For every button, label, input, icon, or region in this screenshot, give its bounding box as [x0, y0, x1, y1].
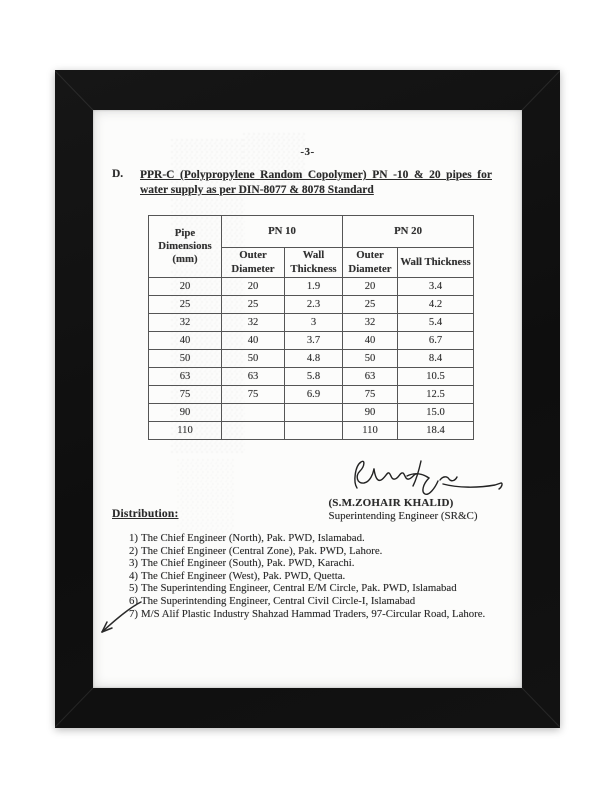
group-header-cell: PN 20: [343, 216, 474, 248]
table-cell: 50: [343, 350, 398, 368]
table-cell: 63: [343, 368, 398, 386]
table-group-header-row: [149, 216, 474, 248]
list-item-number: 4): [129, 569, 138, 582]
table-cell: 90: [149, 404, 222, 422]
table-row: [149, 386, 474, 404]
table-cell: 63: [222, 368, 285, 386]
table-cell: [222, 404, 285, 422]
handwritten-signature-icon: [343, 454, 508, 502]
page-number: -3-: [300, 146, 315, 158]
table-cell: 40: [343, 332, 398, 350]
table-cell: 50: [222, 350, 285, 368]
table-row: [149, 332, 474, 350]
table-row: [149, 404, 474, 422]
frame-miter-top-left: [54, 70, 94, 111]
list-item: 4) The Chief Engineer (West), Pak. PWD, Quetta.: [129, 569, 346, 582]
pipe-table: [148, 215, 474, 440]
table-cell: 110: [343, 422, 398, 440]
table-cell: 40: [149, 332, 222, 350]
table-cell: 3: [285, 314, 343, 332]
signatory-name: (S.M.ZOHAIR KHALID): [328, 497, 454, 509]
distribution-list: [129, 532, 497, 620]
table-cell: [222, 422, 285, 440]
table-cell: 75: [343, 386, 398, 404]
table-cell: 3.7: [285, 332, 343, 350]
list-item: 7) M/S Alif Plastic Industry Shahzad Hammad Traders, 97-Circular Road, Lahore.: [129, 607, 486, 620]
table-cell: 25: [222, 296, 285, 314]
table-cell: 20: [222, 278, 285, 296]
table-cell: [285, 404, 343, 422]
table-cell: 32: [343, 314, 398, 332]
paper: [93, 110, 522, 688]
table-cell: 75: [222, 386, 285, 404]
table-cell: 1.9: [285, 278, 343, 296]
table-row: [149, 368, 474, 386]
sub-header-cell: Outer Diameter: [343, 248, 398, 278]
frame-miter-bottom-left: [54, 687, 94, 728]
table-cell: 6.9: [285, 386, 343, 404]
list-item: 1) The Chief Engineer (North), Pak. PWD, Islamabad.: [129, 532, 365, 544]
table-cell: 25: [149, 296, 222, 314]
list-item-number: 3): [129, 557, 138, 570]
list-item-number: 5): [129, 582, 138, 595]
list-item: 2) The Chief Engineer (Central Zone), Pak. PWD, Lahore.: [129, 544, 383, 557]
sub-header-cell: Wall Thickness: [398, 248, 474, 278]
list-item: 3) The Chief Engineer (South), Pak. PWD, Karachi.: [129, 557, 355, 570]
sub-header-cell: Outer Diameter: [222, 248, 285, 278]
table-cell: 110: [149, 422, 222, 440]
table-cell: 15.0: [398, 404, 474, 422]
picture-frame: [55, 70, 560, 728]
frame-miter-bottom-right: [521, 687, 561, 728]
table-cell: 20: [343, 278, 398, 296]
frame-miter-top-right: [521, 70, 561, 111]
scan-noise-band: [177, 458, 235, 536]
table-cell: 4.2: [398, 296, 474, 314]
table-cell: 6.7: [398, 332, 474, 350]
table-cell: 40: [222, 332, 285, 350]
distribution-label: Distribution:: [112, 508, 179, 520]
list-item-number: 7): [129, 607, 138, 620]
list-item: 5) The Superintending Engineer, Central E/M Circle, Pak. PWD, Islamabad: [129, 582, 457, 595]
sub-header-cell: Wall Thickness: [285, 248, 343, 278]
heading-line-2: water supply as per DIN-8077 & 8078 Standard: [140, 184, 374, 196]
signatory-title: Superintending Engineer (SR&C): [328, 510, 478, 522]
pipe-table-header: [149, 216, 474, 278]
table-row: [149, 296, 474, 314]
table-cell: 18.4: [398, 422, 474, 440]
pipe-table-body: [149, 278, 474, 440]
list-item: 6) The Superintending Engineer, Central Civil Circle-I, Islamabad: [129, 594, 416, 607]
document-heading: [140, 168, 492, 198]
table-cell: 75: [149, 386, 222, 404]
table-cell: 32: [222, 314, 285, 332]
table-cell: 10.5: [398, 368, 474, 386]
table-row: [149, 314, 474, 332]
handwritten-arrow-tick-icon: [95, 596, 143, 640]
list-item-number: 2): [129, 544, 138, 557]
table-cell: 90: [343, 404, 398, 422]
table-cell: 63: [149, 368, 222, 386]
table-cell: 25: [343, 296, 398, 314]
heading-line-1: PPR-C (Polypropylene Random Copolymer) PN -10 & 20 pipes for: [140, 169, 492, 181]
list-item-number: 6): [129, 594, 138, 607]
list-item-number: 1): [129, 532, 138, 544]
table-cell: 50: [149, 350, 222, 368]
table-cell: 5.4: [398, 314, 474, 332]
group-header-cell: PN 10: [222, 216, 343, 248]
table-row: [149, 422, 474, 440]
table-row: [149, 278, 474, 296]
section-letter: D.: [112, 168, 124, 180]
table-cell: 3.4: [398, 278, 474, 296]
table-cell: 2.3: [285, 296, 343, 314]
table-cell: 12.5: [398, 386, 474, 404]
table-row: [149, 350, 474, 368]
table-cell: 4.8: [285, 350, 343, 368]
corner-header-cell: Pipe Dimensions (mm): [149, 216, 222, 278]
table-cell: 32: [149, 314, 222, 332]
table-cell: 20: [149, 278, 222, 296]
table-cell: [285, 422, 343, 440]
table-cell: 5.8: [285, 368, 343, 386]
table-cell: 8.4: [398, 350, 474, 368]
